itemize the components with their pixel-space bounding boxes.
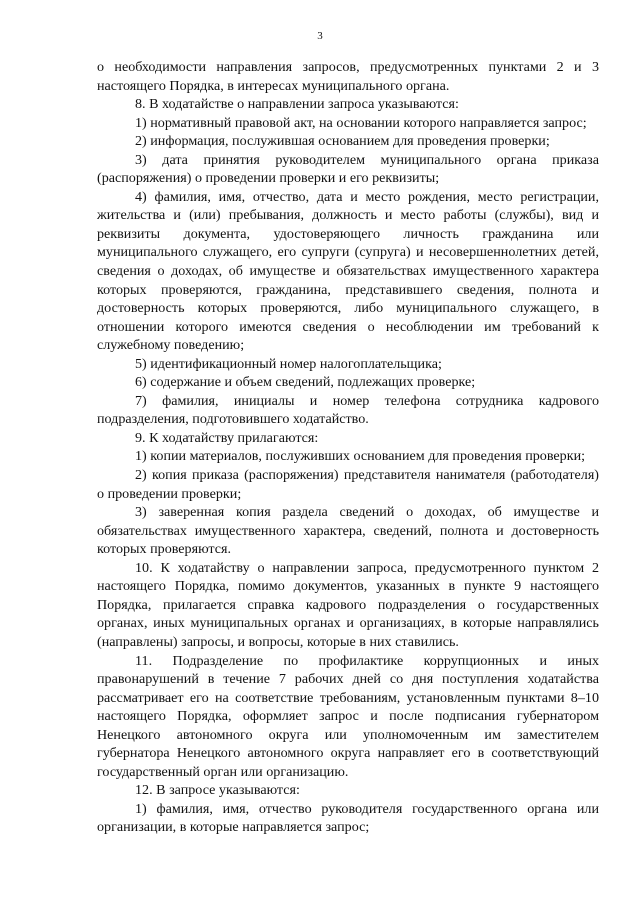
paragraph: 11. Подразделение по профилактике коррупционных и иных правонарушений в течение 7 рабочих дней со дня поступления ходатайства рассматривает его на соответствие требованиям, установленным пунктами 8–10 настоящего Порядка, оформляет запрос и после подписания губернатором Ненецкого автономного округа или уполномоченным им заместителем губернатора Ненецкого автономного округа направляет его в соответствующий государственный орган или организацию.: [97, 652, 599, 780]
paragraph: о необходимости направления запросов, предусмотренных пунктами 2 и 3 настоящего Порядка, в интересах муниципального органа.: [97, 59, 599, 94]
paragraph: 10. К ходатайству о направлении запроса, предусмотренного пунктом 2 настоящего Порядка, помимо документов, указанных в пункте 9 настоящего Порядка, прилагается справка кадрового подразделения о государственных органах, иных муниципальных органах и организациях, в которые направлялись (направлены) запросы, и вопросы, которые в них ставились.: [97, 559, 599, 650]
paragraph: 5) идентификационный номер налогоплательщика;: [135, 355, 442, 372]
paragraph: 1) фамилия, имя, отчество руководителя государственного органа или организации, в которые направляется запрос;: [97, 800, 599, 836]
paragraph: 3) дата принятия руководителем муниципального органа приказа (распоряжения) о проведении проверки и его реквизиты;: [97, 151, 599, 187]
paragraph: 4) фамилия, имя, отчество, дата и место рождения, место регистрации, жительства и (или) пребывания, должность и место работы (службы), вид и реквизиты документа, удостоверяющего личность гражданина или муниципального служащего, его супруги (супруга) и несовершеннолетних детей, сведения о доходах, об имуществе и обязательствах имущественного характера которых проверяются, гражданина, представившего сведения, полнота и достоверность которых проверяются, либо муниципального служащего, в отношении которого имеются сведения о несоблюдении им требований к служебному поведению;: [97, 188, 599, 354]
page-number: 3: [317, 30, 323, 42]
paragraph: 3) заверенная копия раздела сведений о доходах, об имуществе и обязательствах имущественного характера, сведений, полнота и достоверность которых проверяются.: [97, 504, 599, 558]
paragraph: 9. К ходатайству прилагаются:: [135, 429, 319, 446]
paragraph: 12. В запросе указываются:: [135, 782, 300, 799]
paragraph: 7) фамилия, инициалы и номер телефона сотрудника кадрового подразделения, подготовившего ходатайство.: [97, 392, 599, 428]
paragraph: 2) информация, послужившая основанием для проведения проверки;: [135, 133, 550, 150]
paragraph: 8. В ходатайстве о направлении запроса указываются:: [135, 96, 459, 113]
paragraph: 1) копии материалов, послуживших основанием для проведения проверки;: [135, 448, 586, 465]
paragraph: 6) содержание и объем сведений, подлежащих проверке;: [135, 374, 476, 391]
document-body: [97, 58, 599, 837]
paragraph: 2) копия приказа (распоряжения) представителя нанимателя (работодателя) о проведении проверки;: [97, 467, 599, 502]
paragraph: 1) нормативный правовой акт, на основании которого направляется запрос;: [135, 114, 587, 131]
